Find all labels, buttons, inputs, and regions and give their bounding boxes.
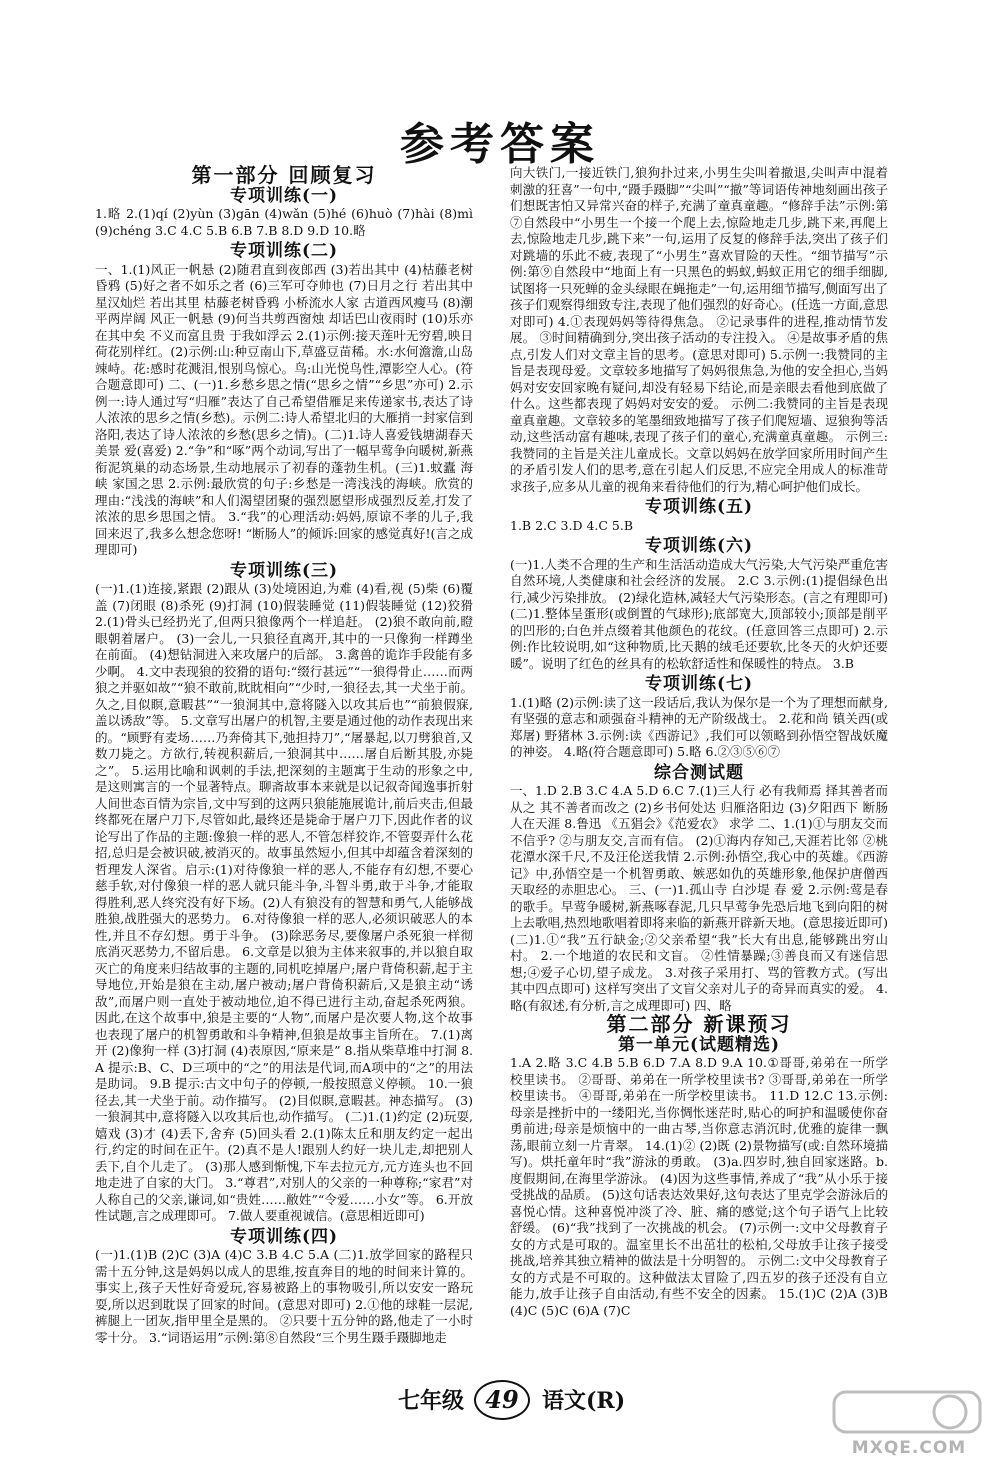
answer-paragraph: (一)1.人类不合理的生产和生活活动造成大气污染,大气污染严重危害自然环境,人类健康和社会经济的发展。 2.C 3.示例:(1)提倡绿色出行,减少污染排放。 (2)绿化造林,减轻大气污染形态。(言之有理即可) (二)1.整体呈蛋形(或倒置的气球形);底部宽大,顶部较小;顶部是削平的凹形的;白色并点缀着其他颜色的花纹。(任意回答三点即可) 2.示例:作比较说明,如“这种物质,比天鹅的绒毛还要软,比冬天的火炉还要暖”。说明了红色的丝具有的松软舒适性和保暖性的特点。 3.B [510, 556, 888, 671]
answer-paragraph: 1.略 2.(1)qí (2)yùn (3)gān (4)wǎn (5)hé (6)huò (7)hài (8)mì (9)chéng 3.C 4.C 5.B 6.B 7.B 8.D 9.D 10.略 [95, 206, 473, 238]
answer-paragraph: 一、1.D 2.B 3.C 4.A 5.D 6.C 7.(1)三人行 必有我师焉 择其善者而从之 其不善者而改之 (2)乡书何处达 归雁洛阳边 (3)夕阳西下 断肠人在天涯 8.鲁迅 《五猖会》《范爱农》 求学 二、1.(1)①与朋友交而不信乎? ②与朋友交,言而有信。 (2)①海内存知己,天涯若比邻 ②桃花潭水深千尺,不及汪伦送我情 2.示例:孙悟空,我心中的英雄。《西游记》中,孙悟空是一个机智勇敢、嫉恶如仇的英雄形象,他保护唐僧西天取经的赤胆忠心。 三、(一)1.孤山寺 白沙堤 春 爱 2.示例:莺是春的歌手。早莺争暖树,新燕啄春泥,几只早莺争先恐后地飞到向阳的树上去歌唱,热烈地歌唱着即将来临的新燕开辟新天地。(意思接近即可) (二)1.①“我”五行缺金;②父亲希望“我”长大有出息,能够跳出穷山村。 2.一个地道的农民和文盲。 ②性情暴躁;③善良而又有迷信思想;④爱子心切,望子成龙。 3.对孩子采用打、骂的管教方式。(写出其中四点即可) 这样写突出了文盲父亲对儿子的奇异而真实的爱。 4.略(有叙述,有分析,言之成理即可) 四、略 [510, 783, 888, 1013]
answer-paragraph: (一)1.(1)连接,紧跟 (2)跟从 (3)处境困迫,为难 (4)看,视 (5)柴 (6)覆盖 (7)闭眼 (8)杀死 (9)打洞 (10)假装睡觉 (11)假装睡觉 (12)狡猾 2.(1)骨头已经扔光了,但两只狼像两个一样追赶。 (2)狼不敢向前,瞪眼朝着屠户。 (3)一会儿,一只狼径直离开,其中的一只像狗一样蹲坐在前面。 (4)想钻洞进入来攻屠户的后部。 3.禽兽的诡诈手段能有多少啊。 4.文中表现狼的狡猾的语句:“缀行甚远”“一狼得骨止……而两狼之并驱如故”“狼不敢前,眈眈相向”“少时,一狼径去,其一犬坐于前。久之,目似瞑,意暇甚”“一狼洞其中,意将隧入以攻其后也”“前狼假寐,盖以诱敌”等。 5.文章写出屠户的机智,主要是通过他的动作表现出来的。“顾野有麦场……乃奔倚其下,弛担持刀”,“屠暴起,以刀劈狼首,又数刀毙之。方欲行,转视积薪后,一狼洞其中……屠自后断其股,亦毙之”。 5.运用比喻和讽刺的手法,把深刻的主题寓于生动的形象之中,是这则寓言的一个显著特点。聊斋故事本来就是以记叙奇闻逸事折射人间世态百情为宗旨,文中写到的这两只狼能施展诡计,前后夹击,但最终都死在屠户刀下,尽管如此,最终还是毙命于屠户刀下,因此作者的议论写出了作品的主题:像狼一样的恶人,不管怎样狡诈,不管耍弄什么花招,总归是会被识破,被消灭的。故事虽然短小,但其中却蕴含着深刻的哲理发人深省。启示:(1)对待像狼一样的恶人,不能存有幻想,不要心慈手软,对付像狼一样的恶人就只能斗争,斗智斗勇,敢于斗争,才能取得胜利,恶人终究没有好下场。(2)人有狼没有的智慧和勇气,人能够战胜狼,战胜强大的恶势力。 6.对待像狼一样的恶人,必须识破恶人的本性,并且不存幻想。勇于斗争。 (3)除恶务尽,要像屠户杀死狼一样彻底消灭恶势力,不留后患。 6.文章是以狼为主体来叙事的,并以狼自取灭亡的角度来归结故事的主题的,同机吃掉屠户;屠户背倚积薪,起于主导地位,开始是狼在主动,屠户被动;屠户背倚积薪后,又是狼主动“诱敌”,而屠户则一直处于被动地位,迫不得已进行主动,奋起杀死两狼。因此,在这个故事中,狼是主要的“人物”,而屠户是次要人物,这个故事也表现了屠户的机智勇敢和斗争精神,但狼是故事主旨所在。 7.(1)离开 (2)像狗一样 (3)打洞 (4)表原因,“原来是” 8.指从柴草堆中打洞 8.A 提示:B、C、D三项中的“之”的用法是代词,而A项中的“之”的用法是助词。 9.B 提示:古文中句子的停顿,一般按照意义停顿。 10.一狼径去,其一犬坐于前。动作描写。 (2)目似瞑,意暇甚。神态描写。 (3)一狼洞其中,意将隧入以攻其后也,动作描写。 (二)1.(1)约定 (2)玩耍,嬉戏 (3)才 (4)丢下,舍弃 (5)回头看 2.(1)陈太丘和朋友约定一起出行,约定的时间在正午。(2)真不是人!跟别人约好一块儿走,却把别人丢下,自个儿走了。 (3)那人感到惭愧,下车去拉元方,元方连头也不回地走进了自家的大门。 3.“尊君”,对别人的父亲的一种尊称;“家君”对人称自己的父亲,谦词,如“贵姓……敝姓”“令爱……小女”等。 6.开放性试题,言之成理即可。 7.做人要重视诚信。(意思相近即可) [95, 581, 473, 1223]
footer-subject: 语文(R) [542, 1388, 626, 1414]
section-heading: 专项训练(四) [229, 1226, 339, 1247]
answer-paragraph: 一、1.(1)风正一帆悬 (2)随君直到夜郎西 (3)若出其中 (4)枯藤老树昏鸦 (5)好之者不如乐之者 (6)三军可夺帅也 (7)日月之行 若出其中 星汉灿烂 若出其里 枯藤老树昏鸦 小桥流水人家 古道西风瘦马 (8)潮平两岸阔 风正一帆悬 (9)何当共剪西窗烛 却话巴山夜雨时 (10)乐亦在其中矣 不义而富且贵 于我如浮云 2.(1)示例:接天莲叶无穷碧,映日荷花别样红。(2)示例:山:种豆南山下,草盛豆苗稀。水:水何澹澹,山岛竦峙。花:感时花溅泪,恨别鸟惊心。鸟:山光悦鸟性,潭影空人心。(符合题意即可) 二、(一)1.乡愁乡思之情(“思乡之情”“乡思”亦可) 2.示例一:诗人通过写“归雁”表达了自己希望借雁足来传递家书,表达了诗人浓浓的思乡之情(乡愁)。示例二:诗人希望北归的大雁捎一封家信到洛阳,表达了诗人浓浓的乡愁(思乡之情)。(二)1.诗人喜爱钱塘湖春天美景 爱(喜爱) 2.“争”和“啄”两个动词,写出了一幅早莺争向暖树,新燕衔泥筑巢的动态场景,生动地展示了初春的蓬勃生机。(三)1.蚊蠹 海峡 家国之思 2.示例:最欣赏的句子:乡愁是一湾浅浅的海峡。欣赏的理由:“浅浅的海峡”和人们渴望团聚的强烈愿望形成强烈反差,打发了浓浓的思乡思国之情。 3.“我”的心理活动:妈妈,原谅不孝的儿子,我回来迟了,我多么想念您呀! “断肠人”的倾诉:回家的感觉真好!(言之成理即可) [95, 261, 473, 557]
section-heading: 专项训练(三) [229, 560, 339, 581]
answer-paragraph: 1.(1)略 (2)示例:读了这一段话后,我认为保尔是一个为了理想而献身,有坚强的意志和顽强奋斗精神的无产阶级战士。 2.花和尚 镇关西(或郑屠) 野猪林 3.示例:读《西游记》,我们可以领略到孙悟空智战妖魔的神姿。 4.略(符合题意即可) 5.略 6.②③⑤⑥⑦ [510, 694, 888, 759]
answer-column-left [95, 165, 473, 1346]
answer-paragraph: 1.B 2.C 3.D 4.C 5.B [510, 517, 634, 533]
footer-grade: 七年级 [398, 1388, 465, 1414]
watermark-badge-icon [832, 1388, 982, 1436]
watermark-logo [832, 1388, 982, 1463]
section-heading: 专项训练(二) [229, 241, 339, 261]
page-title: 参考答案 [400, 119, 600, 170]
section-heading: 专项训练(六) [644, 536, 754, 556]
section-heading: 第一单元(试题精选) [617, 1034, 781, 1055]
answer-paragraph: (一)1.(1)B (2)C (3)A (4)C 3.B 4.C 5.A (二)1.放学回家的路程只需十五分钟,这是妈妈以成人的思维,按直奔目的地的时间来计算的。事实上,孩子天性好奇爱玩,容易被路上的事物吸引,所以安安一路玩耍,所以迟到耽误了回家的时间。(意思对即可) 2.①他的球鞋一层泥,裤腿上一团灰,指甲里全是黑的。 ②只要十五分钟的路,他走了一小时零十分。 3.“词语运用”示例:第⑧自然段“三个男生蹑手蹑脚地走 [95, 1247, 473, 1345]
section-heading: 专项训练(五) [644, 497, 754, 517]
page-number: 49 [474, 1380, 530, 1420]
part-heading: 第一部分 回顾复习 [191, 163, 377, 187]
answer-column-right [510, 165, 888, 1319]
watermark-url: MXQE.COM [851, 1438, 967, 1458]
answer-paragraph: 1.A 2.略 3.C 4.B 5.B 6.D 7.A 8.D 9.A 10.①哥哥,弟弟在一所学校里读书。 ②哥哥、弟弟在一所学校里读书? ③哥哥,弟弟在一所学校里读书。 ④哥哥,弟弟在一所学校里读书。 11.D 12.C 13.示例:母亲是挫折中的一缕阳光,当你惆怅迷茫时,贴心的呵护和温暖使你奋勇前进;母亲是烦恼中的一曲古琴,当你意志消沉时,优雅的旋律一飘荡,眼前立刻一片青翠。 14.(1)② (2)既 (2)景物描写(或:自然环境描写)。烘托童年时“我”游泳的勇敢。 (3)a.四岁时,独自回家迷路。b.度假期间,在海里学游泳。 (4)因为这些事情,养成了“我”从小乐于接受挑战的品质。 (5)这句话表达效果好,这句表达了里克学会游泳后的喜悦心情。这种喜悦冲淡了冷、脏、痛的感觉;这个句子语气上比较舒缓。 (6)“我”找到了一次挑战的机会。 (7)示例一:文中父母教育子女的方式是可取的。温室里长不出茁壮的松柏,父母放手让孩子接受挑战,培养其独立精神的做法是十分明智的。 示例二:文中父母教育子女的方式是不可取的。这种做法太冒险了,四五岁的孩子还没有自立能力,放手让孩子自由活动,有些不安全的因素。 15.(1)C (2)A (3)B (4)C (5)C (6)A (7)C [510, 1055, 888, 1318]
section-heading: 专项训练(一) [229, 185, 339, 206]
section-heading: 综合测试题 [654, 762, 744, 783]
answer-paragraph: 向大铁门,一接近铁门,狼狗扑过来,小男生尖叫着撤退,尖叫声中混着刺激的狂喜”一句中,“蹑手蹑脚”“尖叫”“撤”等词语传神地刻画出孩子们想既害怕又异常兴奋的样子,充满了童真童趣。“修辞手法”示例:第⑦自然段中“小男生一个接一个爬上去,惊险地走几步,跳下来,再爬上去,惊险地走几步,跳下来”一句,运用了反复的修辞手法,突出了孩子们对跳墙的乐此不疲,表现了“小男生”喜欢冒险的天性。“细节描写”示例:第⑨自然段中“地面上有一只黑色的蚂蚁,蚂蚁正用它的细手细脚,试图将一只死蝉的金头绿眼在蝇拖走”一句,运用细节描写,侧面写出了孩子们观察得细致专注,表现了他们强烈的好奇心。(任选一方面,意思对即可) 4.①表现妈妈等待得焦急。 ②记录事件的进程,推动情节发展。 ③时间精确到分,突出孩子活动的专注投入。 ④是故事矛盾的焦点,引发人们对文章主旨的思考。(意思对即可) 5.示例一:我赞同的主旨是表现母爱。文章较多地描写了妈妈很焦急,为他的安全担心,当妈妈对安安回家晚有疑问,却没有轻易下结论,而是亲眼去看他到底做了什么。这些都表现了妈妈对安安的爱。 示例二:我赞同的主旨是表现童真童趣。文章较多的笔墨细致地描写了孩子们爬短墙、逗狼狗等活动,这些活动富有趣味,表现了孩子们的童心,充满童真童趣。 示例三:我赞同的主旨是关注儿童成长。文章以妈妈在放学回家所用时间产生的矛盾引发人们的思考,意在引起人们反思,不应完全用成人的标准苛求孩子,应多从儿童的视角来看待他们的行为,精心呵护他们成长。 [510, 165, 888, 494]
section-heading: 专项训练(七) [644, 674, 754, 694]
part-heading: 第二部分 新课预习 [606, 1012, 792, 1036]
